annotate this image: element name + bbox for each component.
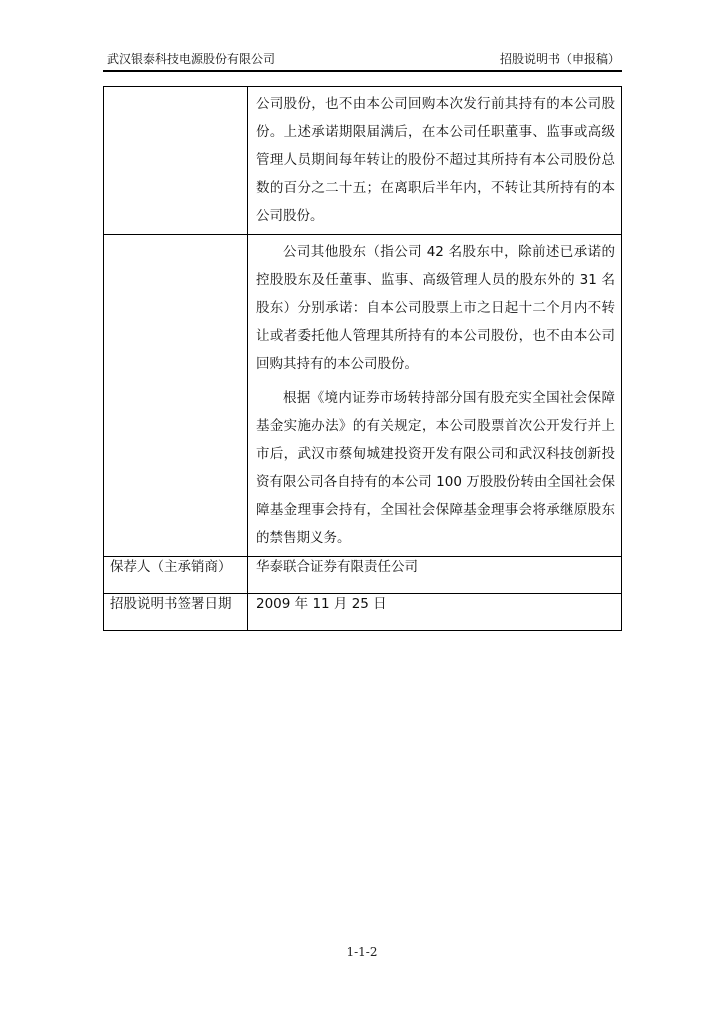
table-row bbox=[104, 87, 622, 235]
paragraph: 公司股份，也不由本公司回购本次发行前其持有的本公司股份。上述承诺期限届满后，在本公司任职董事、监事或高级管理人员期间每年转让的股份不超过其所持有本公司股份总数的百分之二十五；在离职后半年内，不转让其所持有的本公司股份。 bbox=[256, 96, 615, 224]
page-header bbox=[103, 50, 622, 72]
lockup-commitment-continued bbox=[248, 87, 621, 234]
sponsor-value: 华泰联合证券有限责任公司 bbox=[256, 559, 418, 575]
signing-date-label: 招股说明书签署日期 bbox=[110, 596, 232, 612]
other-shareholders-commitment bbox=[248, 235, 621, 556]
table-cell bbox=[248, 87, 622, 235]
info-table bbox=[103, 86, 622, 631]
table-row bbox=[104, 235, 622, 557]
page-number: 1-1-2 bbox=[346, 945, 378, 959]
document-title: 招股说明书（申报稿） bbox=[499, 52, 620, 66]
paragraph: 根据《境内证券市场转持部分国有股充实全国社会保障基金实施办法》的有关规定，本公司股票首次公开发行并上市后，武汉市蔡甸城建投资开发有限公司和武汉科技创新投资有限公司各自持有的本公司 100 万股股份转由全国社会保障基金理事会持有，全国社会保障基金理事会将承继原股东的禁售期义务。 bbox=[256, 390, 615, 546]
signing-date-value: 2009 年 11 月 25 日 bbox=[256, 596, 387, 612]
sponsor-label: 保荐人（主承销商） bbox=[110, 559, 232, 575]
company-name: 武汉银泰科技电源股份有限公司 bbox=[107, 52, 276, 66]
table-cell-empty bbox=[104, 87, 248, 235]
table-cell bbox=[248, 557, 622, 594]
table-cell bbox=[248, 235, 622, 557]
table-cell bbox=[104, 557, 248, 594]
table-row bbox=[104, 594, 622, 631]
table-cell bbox=[104, 594, 248, 631]
table-cell bbox=[248, 594, 622, 631]
table-row bbox=[104, 557, 622, 594]
table-cell-empty bbox=[104, 235, 248, 557]
paragraph: 公司其他股东（指公司 42 名股东中，除前述已承诺的控股股东及任董事、监事、高级管理人员的股东外的 31 名股东）分别承诺：自本公司股票上市之日起十二个月内不转让或者委托他人管理其所持有的本公司股份，也不由本公司回购其持有的本公司股份。 bbox=[256, 244, 615, 372]
